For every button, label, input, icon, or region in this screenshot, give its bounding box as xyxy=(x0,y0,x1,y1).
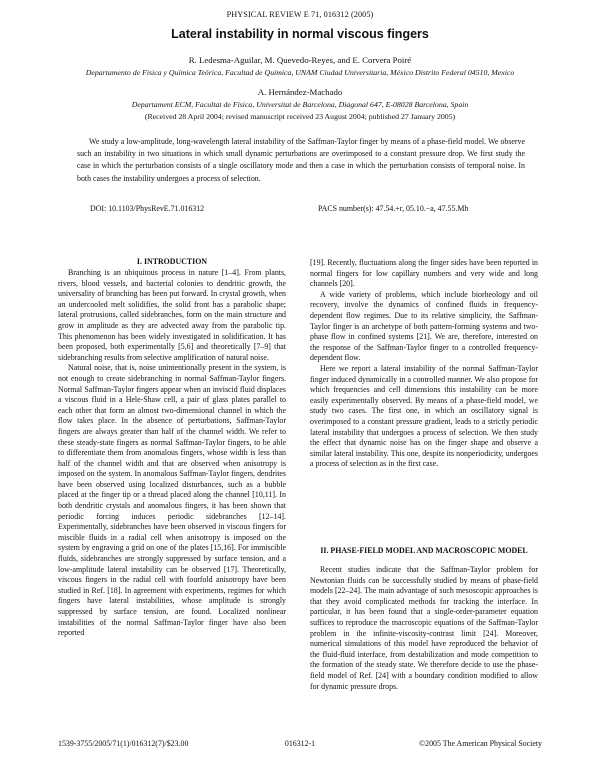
paper-title: Lateral instability in normal viscous fingers xyxy=(171,27,429,41)
affiliation-unam: Departamento de Física y Química Teórica, Facultad de Química, UNAM Ciudad Universitaria, México Distrito Federal 04510, Mexico xyxy=(85,68,515,77)
body-paragraph: Here we report a lateral instability of the normal Saffman-Taylor finger induced dynamically in a controlled manner. We also propose for which frequencies and cell dimensions this instability can be more easily experimentally observed. By means of a phase-field model, we study two cases. The first one, in which an oscillatory signal is overimposed to a constant pressure gradient, leads to a strictly periodic lateral instability that undergoes a process of selection. We then study the effect that dynamic noise has on the finger shape and observe a similar lateral instability. This one, despite its nonperiodicity, undergoes a process of selection as in the first case. xyxy=(310,363,538,469)
doi: DOI: 10.1103/PhysRevE.71.016312 xyxy=(90,204,205,213)
abstract: We study a low-amplitude, long-wavelength lateral instability of the Saffman-Taylor finger by means of a phase-field model. We observe such an instability in two situations in which small dynamic perturbations are overimposed to a constant pressure drop. We first study the case in which the perturbation consists of a single oscillatory mode and then a case in which the perturbation consists of temporal noise. In both cases the instability undergoes a process of selection. xyxy=(77,137,525,183)
body-paragraph: A wide variety of problems, which include biorheology and oil recovery, involve the dynamics of confined fluids in frequency-dependent flow regimes. Due to its relative simplicity, the Saffman-Taylor finger is an archetype of both pattern-forming systems and two-phase flow in confined systems [21]. We are, therefore, interested on the response of the Saffman-Taylor finger to a controlled frequency-dependent flow. xyxy=(310,289,538,363)
pacs-numbers: PACS number(s): 47.54.+r, 05.10.−a, 47.55.Mh xyxy=(318,204,469,213)
left-column xyxy=(58,268,286,639)
publication-dates: (Received 28 April 2004; revised manuscript received 23 August 2004; published 27 January 2005) xyxy=(144,112,456,121)
author-list: R. Ledesma-Aguilar, M. Quevedo-Reyes, and E. Corvera Poiré xyxy=(188,55,412,65)
body-paragraph: Natural noise, that is, noise unintentionally present in the system, is not enough to create sidebranching in normal Saffman-Taylor fingers. Normal Saffman-Taylor fingers appear when an inviscid fluid displaces a viscous fluid in a Hele-Shaw cell, a pair of glass plates parallel to each other that form an almost two-dimensional channel in which the flow takes place. In the absence of perturbations, Saffman-Taylor fingers are always greater than half of the channel width. We refer to these steady-state fingers as normal Saffman-Taylor fingers, to be able to differentiate them from anomalous fingers, whose width is less than half of the channel width and that are observed when anisotropy is imposed on the system. In anomalous Saffman-Taylor fingers, dendrites have been observed using localized disturbances, such as a bubble placed at the finger tip or a thread placed along the channel [10,11]. In both dendritic crystals and anomalous fingers, it has been shown that periodic forcing induces periodic sidebranches [12–14]. Experimentally, sidebranches have been observed in viscous fingers for miscible fluids in a radial cell when anisotropy is imposed on the system by engraving a grid on one of the plates [15,16]. For immiscible fluids, sidebranches are strongly suppressed by surface tension, and a low-amplitude lateral instability can be observed [17]. Theoretically, viscous fingers in the radial cell with fourfold anisotropy have been studied in Ref. [18]. In agreement with experiments, regimes for which fingers have lateral instabilities, whose amplitude is strongly suppressed by surface tension, are found. Localized nonlinear instabilities of the normal Saffman-Taylor finger have also been reported xyxy=(58,363,286,638)
body-paragraph: Branching is an ubiquitous process in nature [1–4]. From plants, rivers, blood vessels, and bacterial colonies to dendritic growth, the universality of branching has been put forward. In crystal growth, when an undercooled melt solidifies, the solid front has a parabolic shape; lateral protrusions, called sidebranches, form on the main structure and grow in amplitude as they are advected away from the parabolic tip. This phenomenon has been widely investigated in solidification. It has been proposed, both experimentally [5,6] and theoretically [7–9] that sidebranching results from selective amplification of natural noise. xyxy=(58,268,286,362)
body-paragraph: Recent studies indicate that the Saffman-Taylor problem for Newtonian fluids can be successfully studied by means of phase-field models [22–24]. The main advantage of such mesoscopic approaches is that they avoid complicated methods for tracking the interface. In particular, it has been found that a single-order-parameter equation suffices to reproduce the macroscopic equations of the Saffman-Taylor problem in the infinite-viscosity-contrast limit [24]. Moreover, numerical simulations of this model have reproduced the behavior of the fluid-fluid interface, from destabilization and mode competition to the formation of the steady state. We therefore decide to use the phase-field model of Ref. [24] with a boundary condition modified to allow for dynamic pressure drops. xyxy=(310,565,538,691)
section-heading-introduction: I. INTRODUCTION xyxy=(136,257,208,266)
affiliation-barcelona: Departament ECM, Facultat de Física, Universitat de Barcelona, Diagonal 647, E-08028 Barcelona, Spain xyxy=(131,100,469,109)
section-heading-phase-field: II. PHASE-FIELD MODEL AND MACROSCOPIC MODEL xyxy=(320,546,528,555)
right-column xyxy=(310,258,538,470)
right-column-section2 xyxy=(310,565,538,692)
body-paragraph: [19]. Recently, fluctuations along the finger sides have been reported in normal fingers for low capillary numbers and very wide and long channels [20]. xyxy=(310,258,538,289)
journal-header: PHYSICAL REVIEW E 71, 016312 (2005) xyxy=(226,10,374,19)
footer-issn: 1539-3755/2005/71(1)/016312(7)/$23.00 xyxy=(58,739,189,748)
author-list-second: A. Hernández-Machado xyxy=(257,87,343,97)
footer-page-number: 016312-1 xyxy=(284,739,316,748)
footer-copyright: ©2005 The American Physical Society xyxy=(419,739,542,748)
